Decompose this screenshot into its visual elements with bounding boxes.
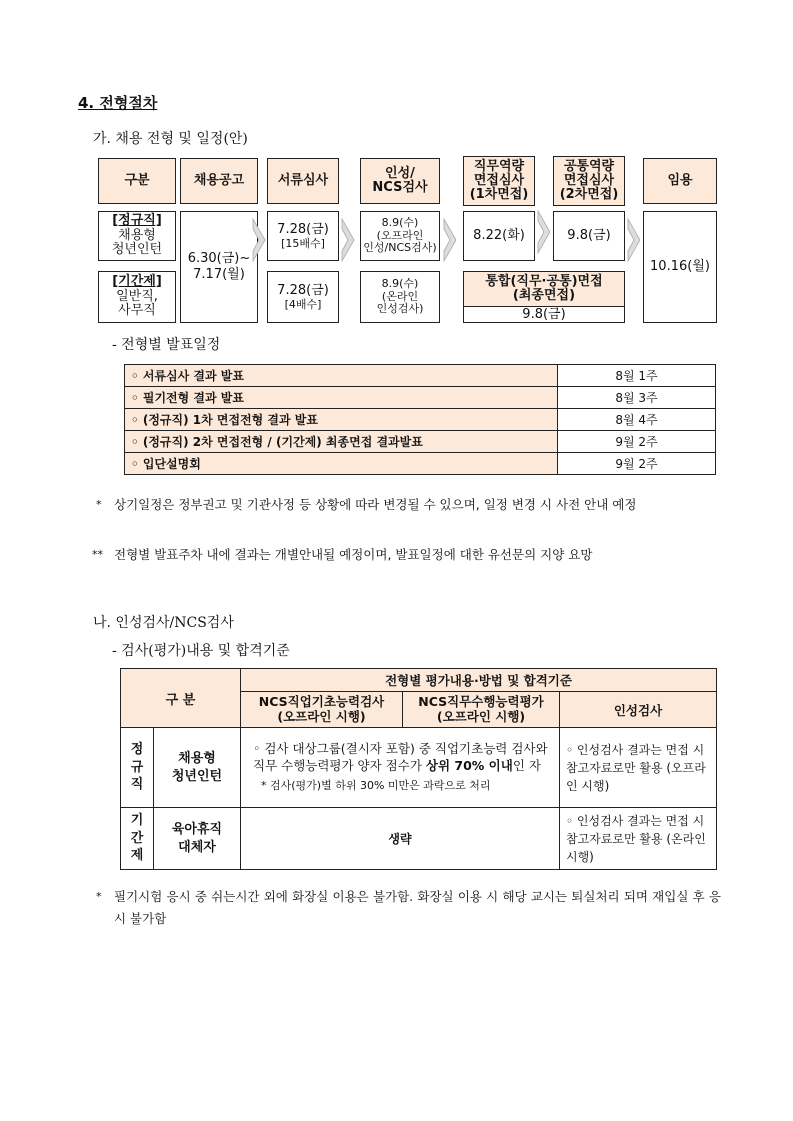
section-title: 4. 전형절차: [78, 94, 158, 112]
note-text: 필기시험 응시 중 쉬는시간 외에 화장실 이용은 불가함. 화장실 이용 시 해당 교시는 퇴실처리 되며 재입실 후 응시 불가함: [114, 889, 721, 926]
schedule-item: ◦ (정규직) 2차 면접전형 / (기간제) 최종면접 결과발표: [125, 431, 558, 453]
note-mark: **: [92, 548, 103, 561]
criteria-header-ncs-job: NCS직무수행능력평가 (오프라인 시행): [403, 692, 560, 728]
schedule-date: 9월 2주: [558, 453, 716, 475]
criteria-col-group: 구 분: [121, 669, 241, 728]
flow-header-document: 서류심사: [267, 158, 339, 204]
arrow-right-icon: [341, 218, 355, 262]
note-mark: *: [96, 498, 102, 511]
flow-notice-date: 6.30(금)~ 7.17(월): [180, 211, 258, 323]
flow-temporary-cell: [98, 271, 176, 323]
flow-regular-cell: [98, 211, 176, 261]
criteria-regular-ncs-highlight: 상위 70% 이내: [425, 758, 513, 774]
note-schedule-change: [96, 494, 721, 516]
criteria-regular-ncs: [241, 728, 560, 808]
table-row: [125, 409, 716, 431]
flow-header-notice: 채용공고: [180, 158, 258, 204]
flow-header-appointment: 임용: [643, 158, 717, 204]
flow-header-category: 구분: [98, 158, 176, 204]
flow-header-interview2: 공통역량 면접심사 (2차면접): [553, 156, 625, 206]
note-restroom: [96, 886, 721, 930]
table-row: [121, 808, 717, 870]
subsection-b-title: 나. 인성검사/NCS검사: [93, 615, 234, 631]
flow-combined-interview-date: 9.8(금): [463, 306, 625, 323]
schedule-date: 8월 1주: [558, 365, 716, 387]
note-mark: *: [96, 890, 102, 903]
criteria-temporary-ncs: 생략: [241, 808, 560, 870]
flow-ncs-temporary: 8.9(수) (온라인 인성검사): [360, 271, 440, 323]
table-row: [125, 387, 716, 409]
regular-desc: 채용형 청년인턴: [111, 227, 163, 258]
doc-temporary-multiple: [4배수]: [284, 298, 322, 312]
table-row: [125, 453, 716, 475]
subsection-a-title: 가. 채용 전형 및 일정(안): [93, 131, 248, 147]
criteria-regular-ncs-note: * 검사(평가)별 하위 30% 미만은 과락으로 처리: [261, 778, 491, 792]
temporary-label: [기간제]: [112, 273, 162, 289]
criteria-title: - 검사(평가)내용 및 합격기준: [112, 643, 290, 659]
flow-appointment-date: 10.16(월): [643, 211, 717, 323]
arrow-right-icon: [443, 218, 457, 262]
schedule-item: ◦ 입단설명회: [125, 453, 558, 475]
criteria-temporary-type: 육아휴직 대체자: [154, 808, 241, 870]
arrow-right-icon: [252, 218, 266, 262]
arrow-right-icon: [627, 218, 641, 262]
flow-header-interview1: 직무역량 면접심사 (1차면접): [463, 156, 535, 206]
criteria-regular-type: 채용형 청년인턴: [154, 728, 241, 808]
flow-header-ncs: 인성/ NCS검사: [360, 158, 440, 204]
flow-document-regular: [267, 211, 339, 261]
criteria-header-personality: 인성검사: [560, 692, 717, 728]
criteria-table: [120, 668, 717, 870]
criteria-regular-ncs-tail: 인 자: [512, 758, 541, 774]
criteria-temporary-personality: ◦ 인성검사 결과는 면접 시 참고자료로만 활용 (온라인 시행): [560, 808, 717, 870]
flow-interview1-regular: 8.22(화): [463, 211, 535, 261]
flow-interview2-regular: 9.8(금): [553, 211, 625, 261]
schedule-date: 8월 4주: [558, 409, 716, 431]
table-row: [125, 365, 716, 387]
schedule-title: - 전형별 발표일정: [112, 337, 221, 353]
criteria-regular-ncs-text: ◦ 검사 대상그룹(결시자 포함) 중 직업기초능력 검사와 직무 수행능력평가 양자 점수가: [253, 741, 548, 774]
announcement-schedule-table: [124, 364, 716, 475]
doc-temporary-date: 7.28(금): [277, 282, 329, 298]
flow-combined-interview-label: 통합(직무·공통)면접 (최종면접): [463, 271, 625, 307]
schedule-item: ◦ 필기전형 결과 발표: [125, 387, 558, 409]
table-row: [121, 669, 717, 692]
criteria-regular-personality: ◦ 인성검사 결과는 면접 시 참고자료로만 활용 (오프라인 시행): [560, 728, 717, 808]
note-text: 전형별 발표주차 내에 결과는 개별안내될 예정이며, 발표일정에 대한 유선문의 지양 요망: [114, 547, 593, 562]
temporary-desc: 일반직, 사무직: [116, 288, 158, 319]
table-row: [121, 728, 717, 808]
note-text: 상기일정은 정부권고 및 기관사정 등 상황에 따라 변경될 수 있으며, 일정 변경 시 사전 안내 예정: [114, 497, 637, 512]
criteria-regular-group: 정 규 직: [121, 728, 154, 808]
criteria-header-ncs-basic: NCS직업기초능력검사 (오프라인 시행): [241, 692, 403, 728]
arrow-right-icon: [537, 210, 551, 254]
schedule-date: 8월 3주: [558, 387, 716, 409]
schedule-item: ◦ 서류심사 결과 발표: [125, 365, 558, 387]
note-result-notice: [92, 544, 721, 566]
regular-label: [정규직]: [112, 212, 162, 228]
doc-regular-multiple: [15배수]: [281, 237, 325, 251]
doc-regular-date: 7.28(금): [277, 221, 329, 237]
criteria-temporary-group: 기 간 제: [121, 808, 154, 870]
flow-ncs-regular: 8.9(수) (오프라인 인성/NCS검사): [360, 211, 440, 261]
schedule-date: 9월 2주: [558, 431, 716, 453]
criteria-top-header: 전형별 평가내용·방법 및 합격기준: [241, 669, 717, 692]
flow-document-temporary: [267, 271, 339, 323]
schedule-item: ◦ (정규직) 1차 면접전형 결과 발표: [125, 409, 558, 431]
table-row: [125, 431, 716, 453]
